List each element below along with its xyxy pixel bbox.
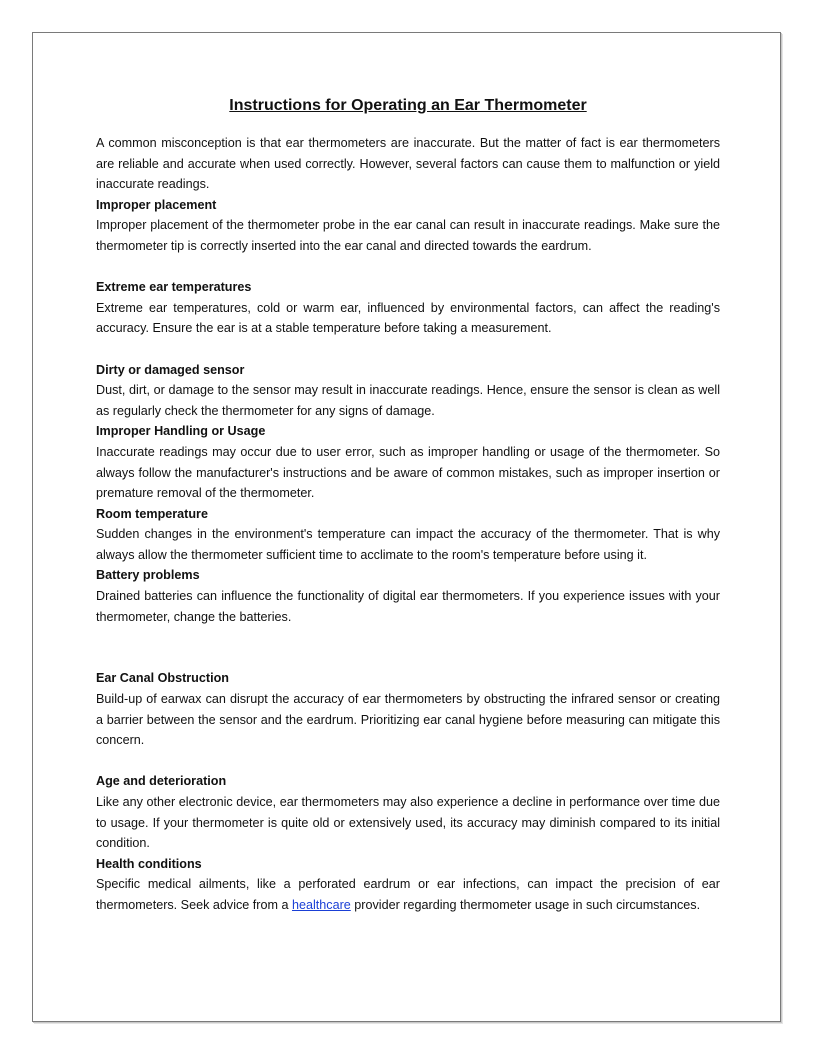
section-heading-improper-handling: Improper Handling or Usage xyxy=(96,424,266,439)
section-heading-room-temperature: Room temperature xyxy=(96,506,208,521)
section-body-battery-problems: Drained batteries can influence the functionality of digital ear thermometers. If you experience issues with your thermometer, change the batteries. xyxy=(96,589,720,624)
spacer xyxy=(96,627,720,668)
section-heading-dirty-sensor: Dirty or damaged sensor xyxy=(96,362,245,377)
health-body-text-end: provider regarding thermometer usage in such circumstances. xyxy=(350,897,701,912)
section-heading-age-deterioration: Age and deterioration xyxy=(96,774,227,789)
document-title: Instructions for Operating an Ear Thermometer xyxy=(229,97,587,114)
section-heading-health-conditions: Health conditions xyxy=(96,856,202,871)
section-body-health-conditions xyxy=(96,874,720,915)
section-body-ear-canal-obstruction: Build-up of earwax can disrupt the accuracy of ear thermometers by obstructing the infrared sensor or creating a barrier between the sensor and the eardrum. Prioritizing ear canal hygiene before measuring can mitigate this concern. xyxy=(96,692,720,748)
section-body-room-temperature: Sudden changes in the environment's temperature can impact the accuracy of the thermometer. That is why always allow the thermometer sufficient time to acclimate to the room's temperature before using it. xyxy=(96,527,720,562)
section-body-extreme-ear-temperatures: Extreme ear temperatures, cold or warm ear, influenced by environmental factors, can affect the reading's accuracy. Ensure the ear is at a stable temperature before taking a measurement. xyxy=(96,300,720,336)
section-heading-ear-canal-obstruction: Ear Canal Obstruction xyxy=(96,671,229,686)
spacer xyxy=(96,257,720,278)
section-heading-improper-placement: Improper placement xyxy=(96,197,217,212)
section-body-age-deterioration: Like any other electronic device, ear thermometers may also experience a decline in performance over time due to usage. If your thermometer is quite old or extensively used, its accuracy may diminish compared to its initial condition. xyxy=(96,795,720,851)
spacer xyxy=(96,339,720,360)
section-heading-extreme-ear-temperatures: Extreme ear temperatures xyxy=(96,280,252,295)
health-body-text-start: Specific medical ailments, like a perforated eardrum or ear infections, can impact the precision of ear thermometers. Seek advice from a xyxy=(96,877,720,912)
section-body-dirty-sensor: Dust, dirt, or damage to the sensor may result in inaccurate readings. Hence, ensure the sensor is clean as well as regularly check the thermometer for any signs of damage. xyxy=(96,383,720,418)
healthcare-link[interactable]: healthcare xyxy=(291,897,351,912)
section-body-improper-handling: Inaccurate readings may occur due to user error, such as improper handling or usage of the thermometer. So always follow the manufacturer's instructions and be aware of common mistakes, such as improper insertion or premature removal of the thermometer. xyxy=(96,444,720,501)
section-heading-battery-problems: Battery problems xyxy=(96,568,200,583)
document-content xyxy=(96,94,720,916)
section-body-improper-placement: Improper placement of the thermometer probe in the ear canal can result in inaccurate readings. Make sure the thermometer tip is correctly inserted into the ear canal and directed towards the eardrum. xyxy=(96,218,720,253)
intro-paragraph: A common misconception is that ear thermometers are inaccurate. But the matter of fact is ear thermometers are reliable and accurate when used correctly. However, several factors can cause them to malfunction or yield inaccurate readings. xyxy=(96,136,720,192)
spacer xyxy=(96,751,720,772)
